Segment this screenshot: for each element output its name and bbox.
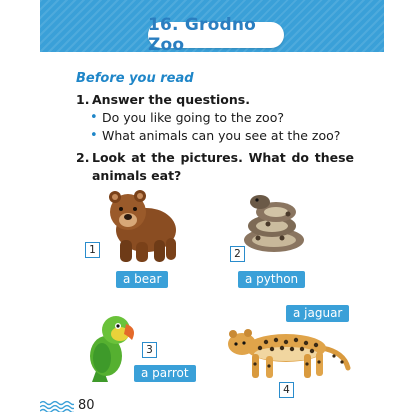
question-text: What animals can you see at the zoo?	[102, 128, 341, 143]
picture-label-jaguar: a jaguar	[286, 305, 349, 322]
page-number: 80	[78, 398, 95, 413]
picture-label-bear: a bear	[116, 271, 168, 288]
task-2	[76, 149, 360, 185]
lesson-title: 16. Grodno Zoo	[148, 22, 284, 48]
jaguar-icon	[222, 318, 352, 382]
task-number: 2.	[76, 150, 90, 165]
task-1-questions	[90, 109, 340, 145]
bullet-icon: •	[90, 110, 98, 125]
bullet-icon: •	[90, 128, 98, 143]
parrot-icon	[82, 312, 140, 384]
wave-decoration-icon	[40, 400, 74, 412]
picture-number: 3	[142, 342, 157, 358]
task-text: Answer the questions.	[92, 92, 250, 107]
picture-number: 4	[279, 382, 294, 398]
question-item	[90, 109, 340, 127]
question-text: Do you like going to the zoo?	[102, 110, 284, 125]
python-icon	[238, 190, 310, 256]
question-item	[90, 127, 340, 145]
picture-label-parrot: a parrot	[134, 365, 196, 382]
picture-number: 2	[230, 246, 245, 262]
bear-icon	[104, 184, 182, 266]
task-text: Look at the pictures. What do these animals eat?	[92, 150, 354, 183]
section-heading: Before you read	[76, 71, 194, 86]
task-1	[76, 91, 250, 109]
picture-label-python: a python	[238, 271, 305, 288]
picture-number: 1	[85, 242, 100, 258]
task-number: 1.	[76, 92, 90, 107]
